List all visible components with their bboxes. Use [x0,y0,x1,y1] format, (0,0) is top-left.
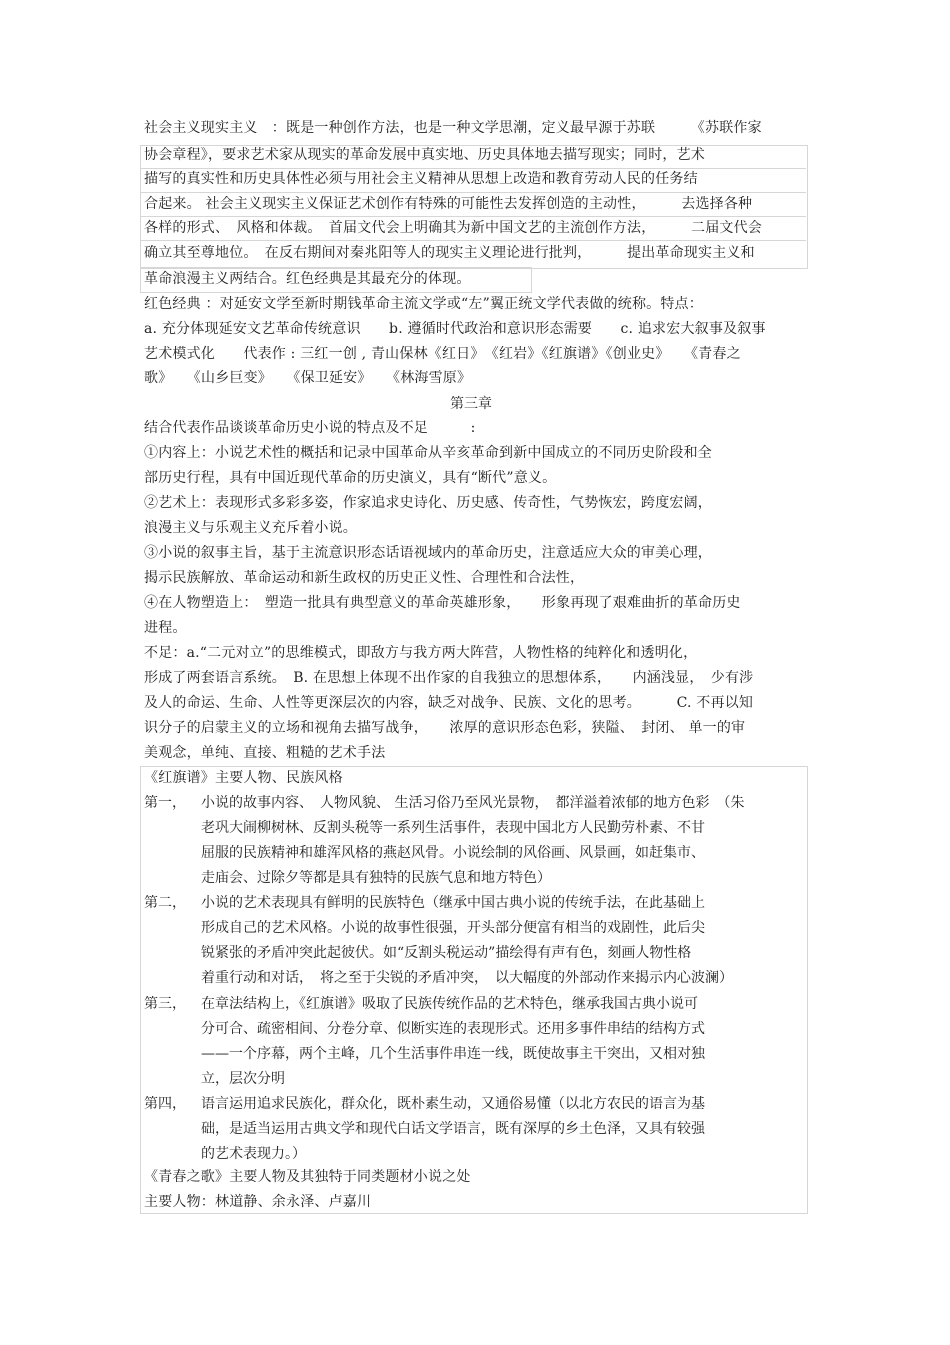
item-label: 第三， [144,996,186,1012]
paragraph-line: 确立其至尊地位。 在反右期间对秦兆阳等人的现实主义理论进行批判， 提出革命现实主义和 [144,245,755,261]
paragraph-line: 及人的命运、生命、人性等更深层次的内容，缺乏对战争、民族、文化的思考。 C. 不再以知 [144,695,754,711]
paragraph-line: 形成了两套语言系统。 B. 在思想上体现不出作家的自我独立的思想体系， 内涵浅显， 少有涉 [144,670,754,686]
paragraph-line: 结合代表作品谈谈革命历史小说的特点及不足 : [144,420,476,436]
paragraph-line: 歌》 《山乡巨变》 《保卫延安》 《林海雪原》 [144,370,472,386]
item-line: 老巩大闹柳树林、反割头税等一系列生活事件，表现中国北方人民勤劳朴素、不甘 [201,820,705,836]
item-line: 语言运用追求民族化，群众化，既朴素生动，又通俗易懂（以北方农民的语言为基 [201,1096,705,1112]
paragraph-line: ③小说的叙事主旨，基于主流意识形态话语视域内的革命历史，注意适应大众的审美心理， [144,545,712,561]
item-line: 锐紧张的矛盾冲突此起彼伏。如“反割头税运动”描绘得有声有色，刻画人物性格 [201,945,692,961]
paragraph-line: 描写的真实性和历史具体性必须与用社会主义精神从思想上改造和教育劳动人民的任务结 [144,171,698,187]
paragraph-line: ①内容上：小说艺术性的概括和记录中国革命从辛亥革命到新中国成立的不同历史阶段和全 [144,445,712,461]
paragraph-line: 合起来。 社会主义现实主义保证艺术创作有特殊的可能性去发挥创造的主动性， 去选择各种 [144,196,753,212]
paragraph-line: 进程。 [144,620,187,636]
paragraph-line: 社会主义现实主义 ：既是一种创作方法，也是一种文学思潮，定义最早源于苏联 《苏联作家 [144,120,762,136]
paragraph-line: 主要人物：林道静、余永泽、卢嘉川 [144,1194,372,1210]
paragraph-line: 美观念，单纯、直接、粗糙的艺术手法 [144,745,386,761]
item-line: 屈服的民族精神和雄浑风格的燕赵风骨。小说绘制的风俗画、风景画，如赶集市、 [201,845,705,861]
item-line: 走庙会、过除夕等都是具有独特的民族气息和地方特色） [201,870,551,886]
item-line: 形成自己的艺术风格。小说的故事性很强，开头部分便富有相当的戏剧性，此后尖 [201,920,705,936]
item-line: 础，是适当运用古典文学和现代白话文学语言，既有深厚的乡土色泽，又具有较强 [201,1121,705,1137]
item-line: 的艺术表现力。） [201,1146,306,1162]
item-line: 小说的艺术表现具有鲜明的民族特色（继承中国古典小说的传统手法，在此基础上 [201,895,705,911]
item-label: 第二， [144,895,186,911]
paragraph-line: 识分子的启蒙主义的立场和视角去描写战争， 浓厚的意识形态色彩，狭隘、 封闭、 单一的审 [144,720,746,736]
section1-rule [140,192,806,193]
item-line: 小说的故事内容、 人物风貌、 生活习俗乃至风光景物， 都洋溢着浓郁的地方色彩 （朱 [201,795,745,811]
paragraph-line: ④在人物塑造上： 塑造一批具有典型意义的革命英雄形象， 形象再现了艰难曲折的革命历史 [144,595,741,611]
paragraph-line: ②艺术上：表现形式多彩多姿，作家追求史诗化、历史感、传奇性，气势恢宏，跨度宏阔， [144,495,712,511]
section1-rule [140,240,806,241]
paragraph-line: 协会章程》，要求艺术家从现实的革命发展中真实地、历史具体地去描写现实；同时，艺术 [144,147,705,163]
paragraph-line: 部历史行程，具有中国近现代革命的历史演义，具有“断代”意义。 [144,470,557,486]
paragraph-line: 革命浪漫主义两结合。红色经典是其最充分的体现。 [144,271,471,287]
item-label: 第四， [144,1096,186,1112]
paragraph-line: 红色经典 ：对延安文学至新时期钱革命主流文学或“左”翼正统文学代表做的统称。特点： [144,296,703,312]
item-line: 在章法结构上，《红旗谱》吸取了民族传统作品的艺术特色，继承我国古典小说可 [201,996,698,1012]
paragraph-line: 浪漫主义与乐观主义充斥着小说。 [144,520,357,536]
section-heading: 《青春之歌》主要人物及其独特于同类题材小说之处 [144,1169,471,1185]
paragraph-line: a. 充分体现延安文艺革命传统意识 b. 遵循时代政治和意识形态需要 c. 追求宏大叙事及叙事 [144,321,766,337]
paragraph-line: 揭示民族解放、革命运动和新生政权的历史正义性、合理性和合法性， [144,570,585,586]
item-line: ——一个序幕，两个主峰，几个生活事件串连一线，既使故事主干突出，又相对独 [201,1046,705,1062]
item-line: 分可合、疏密相间、分卷分章、似断实连的表现形式。还用多事件串结的结构方式 [201,1021,705,1037]
paragraph-line: 各样的形式、 风格和体裁。 首届文代会上明确其为新中国文艺的主流创作方法， 二届文代会 [144,220,762,236]
chapter-title: 第三章 [450,396,492,412]
section-heading: 《红旗谱》主要人物、民族风格 [144,770,343,786]
section1-rule [140,216,806,217]
paragraph-line: 艺术模式化 代表作 : 三红一创 , 青山保林《红日》 《红岩》《红旗谱》《创业史》 《青春之 [144,346,741,362]
paragraph-line: 不足：a.“二元对立”的思维模式，即敌方与我方两大阵营，人物性格的纯粹化和透明化， [144,645,698,661]
item-line: 立，层次分明 [201,1071,285,1087]
item-line: 着重行动和对话， 将之至于尖锐的矛盾冲突， 以大幅度的外部动作来揭示内心波澜） [201,970,733,986]
item-label: 第一， [144,795,186,811]
